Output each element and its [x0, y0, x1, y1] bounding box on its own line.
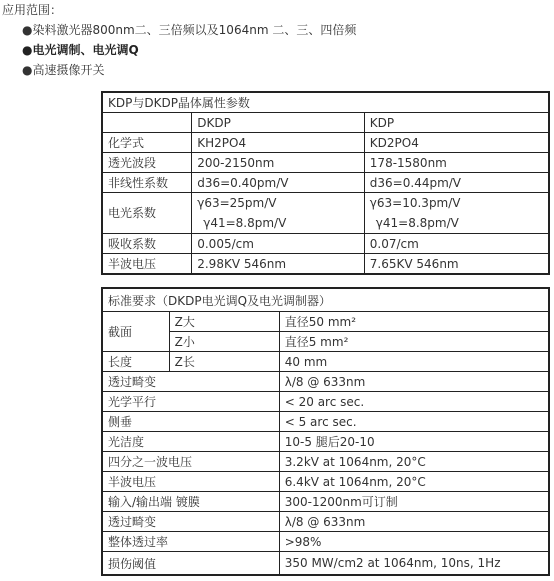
table-row: [102, 452, 549, 472]
table-row: [102, 512, 549, 532]
standard-requirements-table: [101, 287, 550, 576]
row-label: 截面: [102, 312, 169, 352]
table-row: [102, 312, 549, 332]
dkdp-gamma41: γ41=8.8pm/V: [203, 216, 287, 230]
row-value: 直径5 mm²: [279, 332, 549, 352]
row-label: 整体透过率: [102, 532, 279, 552]
row-value: λ/8 @ 633nm: [279, 512, 549, 532]
kdp-gamma41: γ41=8.8pm/V: [375, 216, 459, 230]
table-row: [102, 552, 549, 576]
table-caption-row: [102, 288, 549, 312]
row-label: 四分之一波电压: [102, 452, 279, 472]
row-label: 半波电压: [102, 254, 192, 275]
table-row: [102, 254, 549, 275]
application-item: ●染料激光器800nm二、三倍频以及1064nm 二、三、四倍频: [22, 23, 357, 37]
row-label: 非线性系数: [102, 173, 192, 193]
row-sublabel: Z长: [169, 352, 279, 372]
row-label: 吸收系数: [102, 234, 192, 254]
row-label: 光学平行: [102, 392, 279, 412]
table-header-row: [102, 113, 549, 133]
table-row: [102, 532, 549, 552]
row-value: >98%: [279, 532, 549, 552]
table-row: [102, 432, 549, 452]
table-row: [102, 472, 549, 492]
table-row: [102, 352, 549, 372]
table-header-cell: DKDP: [192, 113, 365, 133]
row-value: 6.4kV at 1064nm, 20°C: [279, 472, 549, 492]
table-row: [102, 392, 549, 412]
row-value: 40 mm: [279, 352, 549, 372]
row-value: 350 MW/cm2 at 1064nm, 10ns, 1Hz: [279, 552, 549, 576]
row-label: 半波电压: [102, 472, 279, 492]
table-caption-row: [102, 92, 549, 113]
table-row: [102, 193, 549, 234]
table-header-cell: KDP: [364, 113, 549, 133]
row-label: 电光系数: [102, 193, 192, 234]
table-row: [102, 332, 549, 352]
kdp-gamma63: γ63=10.3pm/V: [369, 196, 461, 210]
row-value: 300-1200nm可订制: [279, 492, 549, 512]
kdp-value: 178-1580nm: [364, 153, 549, 173]
row-label: 透过畸变: [102, 512, 279, 532]
kdp-value: KD2PO4: [364, 133, 549, 153]
table-caption: KDP与DKDP晶体属性参数: [102, 92, 549, 113]
row-value: < 5 arc sec.: [279, 412, 549, 432]
dkdp-value: 2.98KV 546nm: [192, 254, 365, 275]
kdp-value: [364, 193, 549, 234]
application-section: [0, 0, 356, 80]
row-value: 10-5 腿后20-10: [279, 432, 549, 452]
row-label: 输入/输出端 镀膜: [102, 492, 279, 512]
dkdp-value: KH2PO4: [192, 133, 365, 153]
application-title: 应用范围：: [2, 3, 63, 17]
row-label: 损伤阈值: [102, 552, 279, 576]
row-value: 3.2kV at 1064nm, 20°C: [279, 452, 549, 472]
dkdp-value: d36=0.40pm/V: [192, 173, 365, 193]
table-row: [102, 153, 549, 173]
table-header-cell: [102, 113, 192, 133]
table-row: [102, 372, 549, 392]
row-sublabel: Z小: [169, 332, 279, 352]
table-row: [102, 492, 549, 512]
row-label: 长度: [102, 352, 169, 372]
kdp-value: d36=0.44pm/V: [364, 173, 549, 193]
dkdp-gamma63: γ63=25pm/V: [197, 196, 277, 210]
crystal-properties-table: [101, 91, 550, 275]
row-value: < 20 arc sec.: [279, 392, 549, 412]
row-value: λ/8 @ 633nm: [279, 372, 549, 392]
row-label: 透过畸变: [102, 372, 279, 392]
application-item: ●高速摄像开关: [22, 63, 105, 77]
kdp-value: 7.65KV 546nm: [364, 254, 549, 275]
row-label: 化学式: [102, 133, 192, 153]
table-row: [102, 133, 549, 153]
application-item: ●电光调制、电光调Q: [22, 43, 139, 57]
row-sublabel: Z大: [169, 312, 279, 332]
row-value: 直径50 mm²: [279, 312, 549, 332]
row-label: 透光波段: [102, 153, 192, 173]
table-row: [102, 412, 549, 432]
dkdp-value: [192, 193, 365, 234]
kdp-value: 0.07/cm: [364, 234, 549, 254]
row-label: 光洁度: [102, 432, 279, 452]
dkdp-value: 0.005/cm: [192, 234, 365, 254]
table-row: [102, 173, 549, 193]
dkdp-value: 200-2150nm: [192, 153, 365, 173]
row-label: 侧垂: [102, 412, 279, 432]
table-row: [102, 234, 549, 254]
table-caption: 标准要求（DKDP电光调Q及电光调制器）: [102, 288, 549, 312]
